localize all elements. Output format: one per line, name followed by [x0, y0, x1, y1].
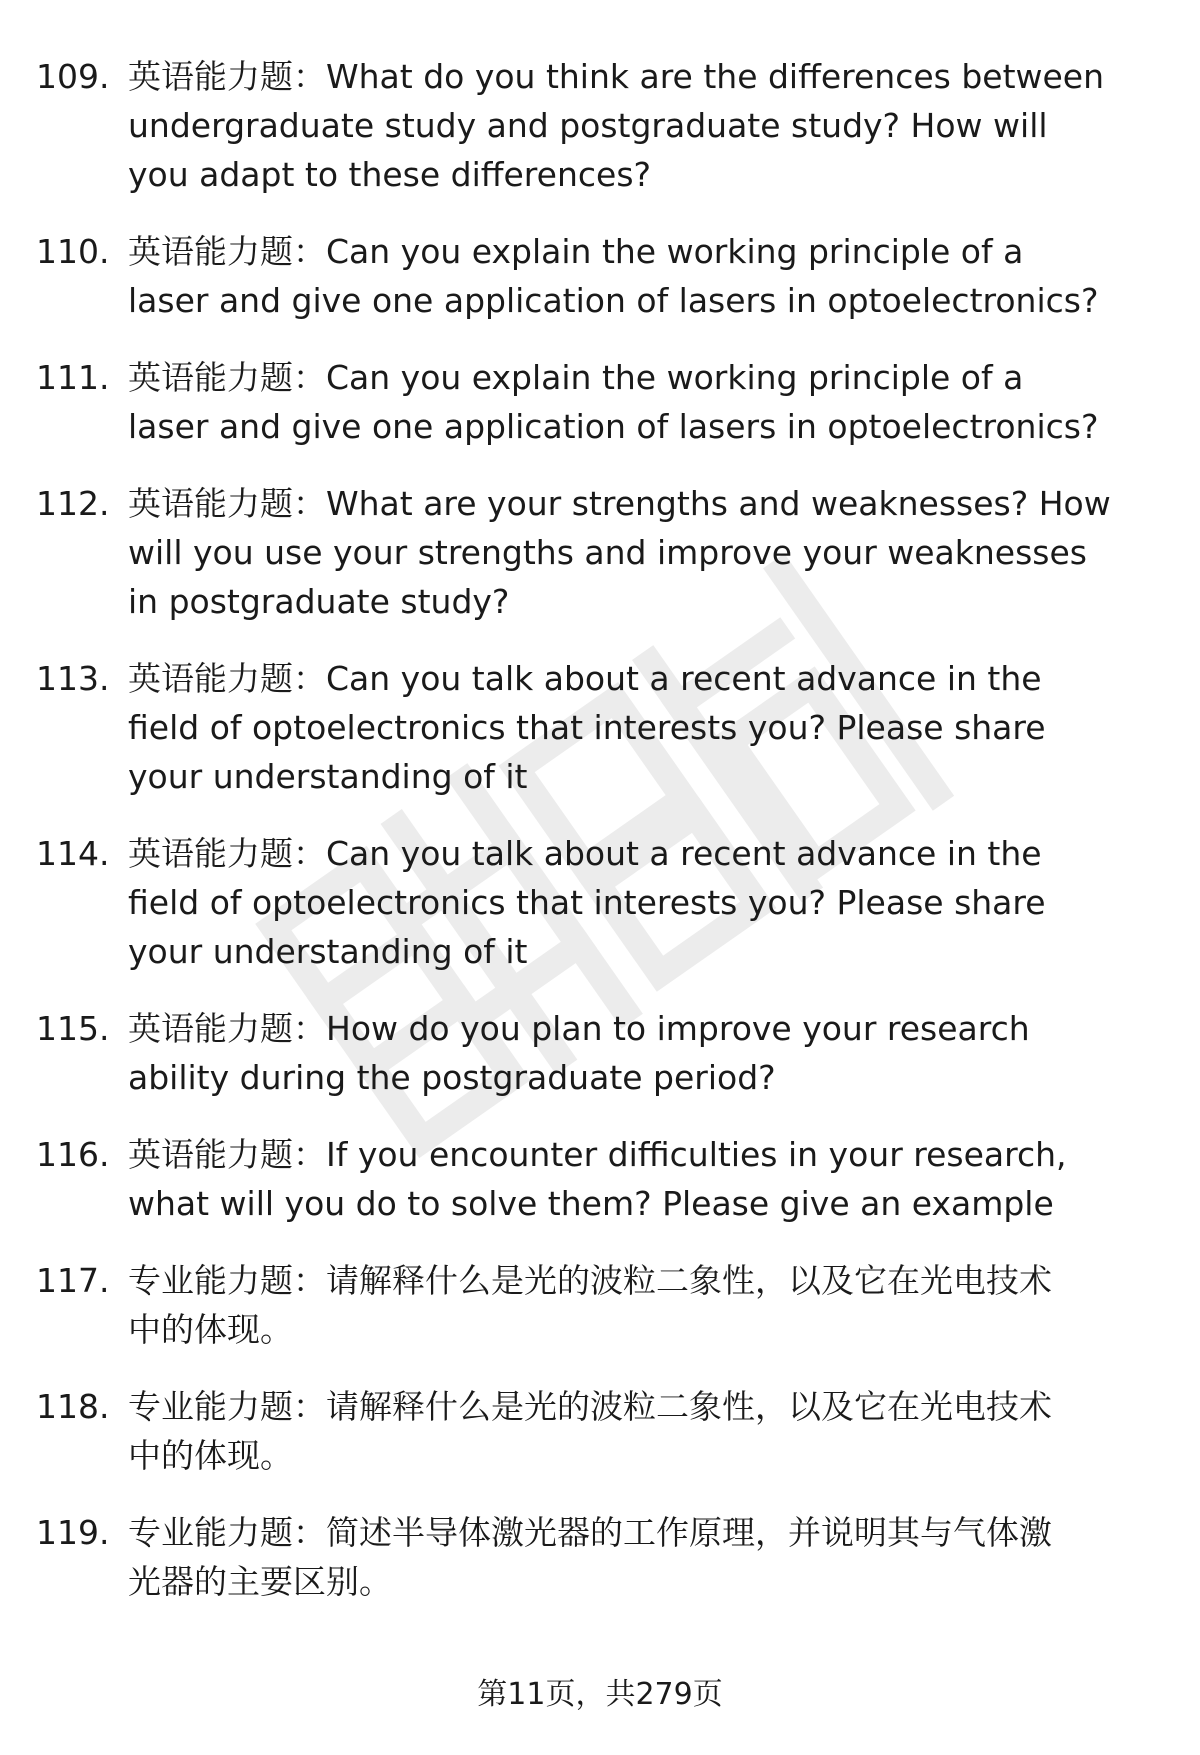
- question-text: [128, 829, 1168, 976]
- question-text-line: 专业能力题：请解释什么是光的波粒二象性，以及它在光电技术: [128, 1261, 1052, 1300]
- question-number: 111.: [36, 358, 110, 397]
- question-number: 110.: [36, 232, 110, 271]
- question-text-line: will you use your strengths and improve your weaknesses: [128, 533, 1087, 572]
- question-text-line: 专业能力题：请解释什么是光的波粒二象性，以及它在光电技术: [128, 1387, 1052, 1426]
- question-text-line: 英语能力题：How do you plan to improve your research: [128, 1009, 1030, 1048]
- question-text: [128, 1382, 1168, 1480]
- question-text-line: you adapt to these differences?: [128, 155, 652, 194]
- question-text-line: 专业能力题：简述半导体激光器的工作原理，并说明其与气体激: [128, 1513, 1052, 1552]
- question-text-line: 光器的主要区别。: [128, 1562, 392, 1601]
- question-text-line: 英语能力题：If you encounter difficulties in your research,: [128, 1135, 1067, 1174]
- question-text: [128, 1256, 1168, 1354]
- question-text-line: field of optoelectronics that interests you? Please share: [128, 883, 1046, 922]
- question-text: [128, 479, 1168, 626]
- question-text-line: ability during the postgraduate period?: [128, 1058, 776, 1097]
- question-text: [128, 227, 1168, 325]
- question-text-line: 英语能力题：Can you explain the working principle of a: [128, 358, 1024, 397]
- question-text: [128, 1004, 1168, 1102]
- question-text-line: what will you do to solve them? Please give an example: [128, 1184, 1054, 1223]
- question-text-line: 英语能力题：Can you talk about a recent advance in the: [128, 659, 1042, 698]
- question-text: [128, 52, 1168, 199]
- question-number: 109.: [36, 57, 110, 96]
- question-text-line: 英语能力题：Can you talk about a recent advance in the: [128, 834, 1042, 873]
- question-number: 118.: [36, 1387, 110, 1426]
- question-text-line: 英语能力题：Can you explain the working principle of a: [128, 232, 1024, 271]
- question-text-line: 中的体现。: [128, 1310, 293, 1349]
- question-number: 117.: [36, 1261, 110, 1300]
- question-text-line: your understanding of it: [128, 932, 528, 971]
- question-text-line: undergraduate study and postgraduate study? How will: [128, 106, 1048, 145]
- question-number: 114.: [36, 834, 110, 873]
- question-number: 119.: [36, 1513, 110, 1552]
- question-number: 116.: [36, 1135, 110, 1174]
- question-number: 113.: [36, 659, 110, 698]
- question-text: [128, 1508, 1168, 1606]
- question-number: 112.: [36, 484, 110, 523]
- question-text-line: in postgraduate study?: [128, 582, 510, 621]
- question-number: 115.: [36, 1009, 110, 1048]
- question-text-line: 英语能力题：What do you think are the differences between: [128, 57, 1105, 96]
- question-text-line: your understanding of it: [128, 757, 528, 796]
- question-text-line: 中的体现。: [128, 1436, 293, 1475]
- question-text-line: 英语能力题：What are your strengths and weaknesses? How: [128, 484, 1111, 523]
- question-text-line: laser and give one application of lasers in optoelectronics?: [128, 407, 1099, 446]
- question-text-line: laser and give one application of lasers in optoelectronics?: [128, 281, 1099, 320]
- question-text: [128, 654, 1168, 801]
- question-text: [128, 353, 1168, 451]
- question-text: [128, 1130, 1168, 1228]
- page-footer: 第11页，共279页: [477, 1677, 723, 1712]
- question-text-line: field of optoelectronics that interests you? Please share: [128, 708, 1046, 747]
